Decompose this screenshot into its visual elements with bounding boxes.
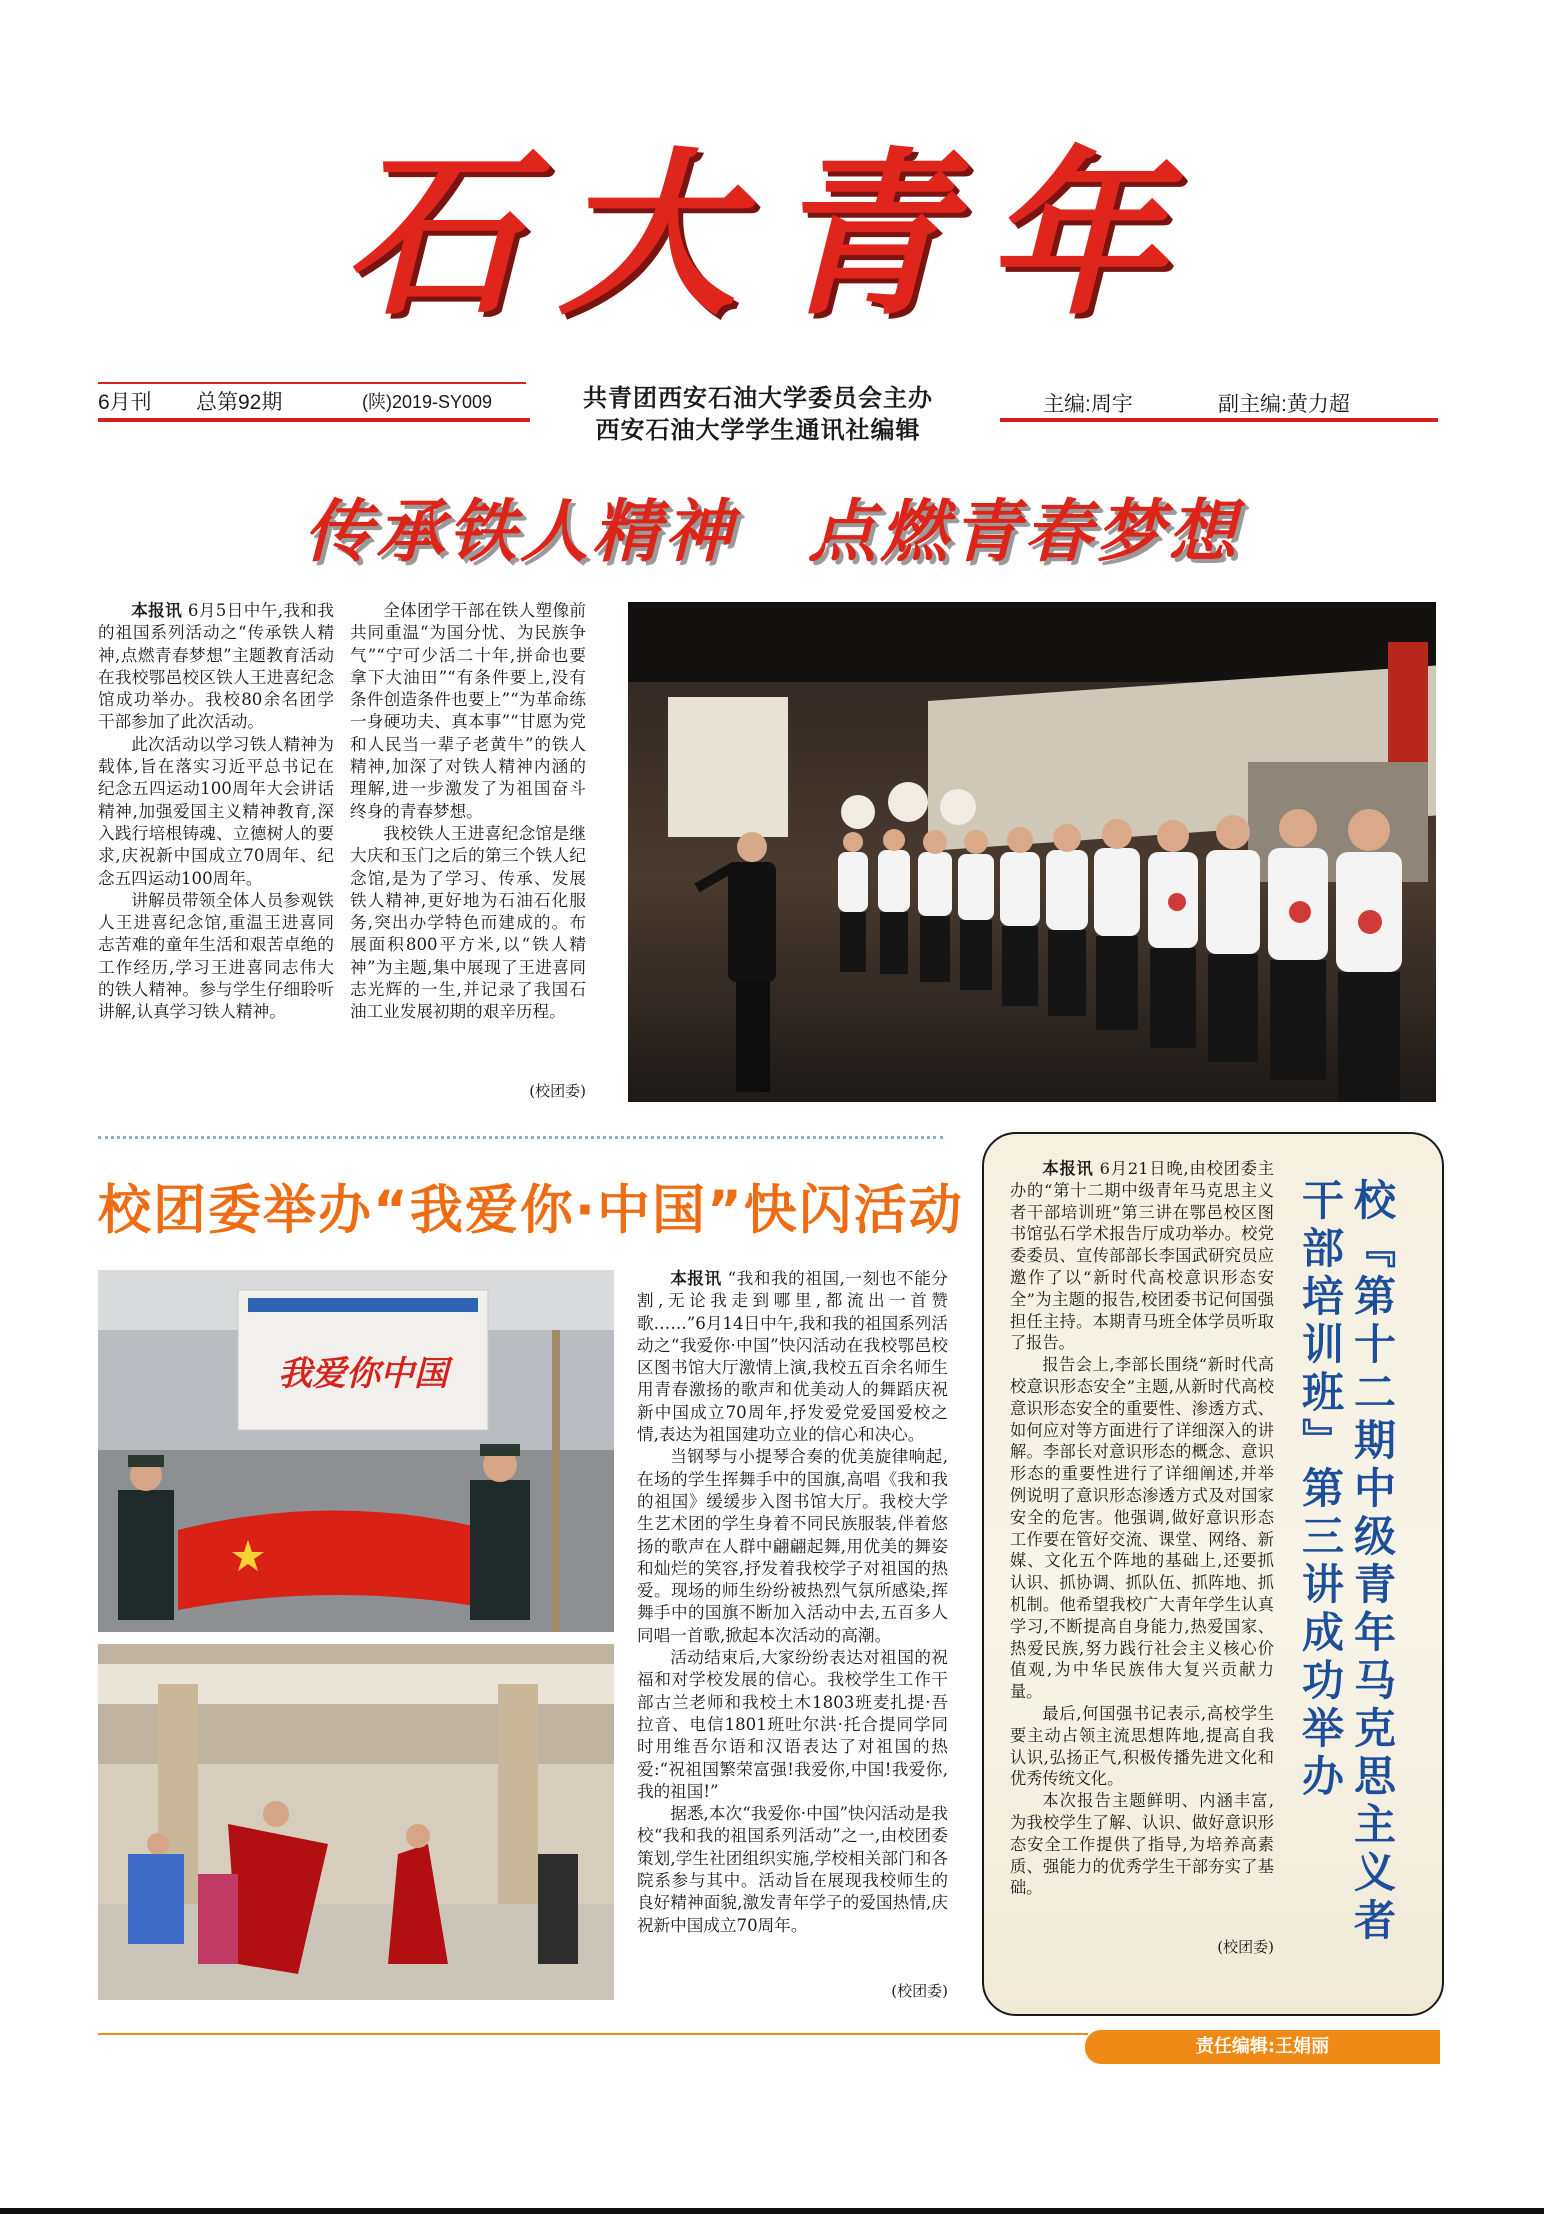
article2-p4: 据悉,本次“我爱你·中国”快闪活动是我校“我和我的祖国系列活动”之一,由校团委策划,学生社团组织实施,学校相关部门和各院系参与其中。活动旨在展现我校师生的良好精神面貌,激发青年学子的爱国热情,庆祝新中国成立70周年。 bbox=[637, 1804, 948, 1935]
article2-p1: “我和我的祖国,一刻也不能分割,无论我走到哪里,都流出一首赞歌……”6月14日中午,我和我的祖国系列活动之“我爱你·中国”快闪活动在我校鄂邑校区图书馆大厅激情上演,我校五百余名师生用青春激扬的歌声和优美动人的舞蹈庆祝新中国成立70周年,抒发爱党爱国爱校之情,表达为祖国建功立业的信心和决心。 bbox=[637, 1269, 948, 1445]
article3-p2: 报告会上,李部长围绕“新时代高校意识形态安全”主题,从新时代高校意识形态安全的重要性、渗透方式、如何应对等方面进行了详细深入的讲解。李部长对意识形态的概念、意识形态的重要性进行了详细阐述,并举例说明了意识形态渗透方式及对国家安全的危害。他强调,做好意识形态工作要在管好交流、课堂、网络、新媒、文化五个阵地的基础上,还要抓认识、抓协调、抓队伍、抓阵地、抓机制。他希望我校广大青年学生认真学习,不断提高自身能力,热爱国家、热爱民族,努力践行社会主义核心价值观,为中华民族伟大复兴贡献力量。 bbox=[1010, 1355, 1274, 1702]
issue-month: 6月刊 bbox=[98, 391, 152, 414]
article3-p4: 本次报告主题鲜明、内涵丰富,为我校学生了解、认识、做好意识形态安全工作提供了指导,为培养高素质、强能力的优秀学生干部夯实了基础。 bbox=[1010, 1791, 1274, 1898]
registration-number: (陕)2019-SY009 bbox=[362, 392, 493, 412]
article2-lead-tag: 本报讯 bbox=[670, 1269, 722, 1288]
bottom-edge-line bbox=[0, 2208, 1544, 2214]
article1-lead-tag: 本报讯 bbox=[131, 601, 183, 620]
article2-body bbox=[637, 1268, 948, 1937]
section-divider bbox=[98, 1136, 943, 1139]
issue-total: 总第92期 bbox=[196, 391, 283, 414]
article1-column-2 bbox=[350, 600, 586, 1024]
info-rule-left-top bbox=[98, 382, 526, 384]
sponsor-line-2: 西安石油大学学生通讯社编辑 bbox=[595, 415, 921, 444]
article1-credit: (校团委) bbox=[529, 1082, 586, 1100]
masthead-title: 石大青年 bbox=[344, 130, 1200, 339]
article1-col2-p1: 全体团学干部在铁人塑像前共同重温“为国分忧、为民族争气”“宁可少活二十年,拼命也要拿下大油田”“有条件要上,没有条件创造条件也要上”“为革命练一身硬功夫、真本事”“甘愿为党和人民当一辈子老黄牛”的铁人精神,加深了对铁人精神内涵的理解,进一步激发了为祖国奋斗终身的青春梦想。 bbox=[350, 601, 586, 821]
deputy-editor: 副主编:黄力超 bbox=[1218, 393, 1350, 416]
chief-editor: 主编:周宇 bbox=[1043, 393, 1133, 416]
article1-col1-p2: 此次活动以学习铁人精神为载体,旨在落实习近平总书记在纪念五四运动100周年大会讲话精神,加强爱国主义精神教育,深入践行培根铸魂、立德树人的要求,庆祝新中国成立70周年、纪念五四运动100周年。 bbox=[98, 734, 334, 888]
footer-editor-bar bbox=[1085, 2030, 1440, 2064]
banner-text: 我爱你中国 bbox=[278, 1354, 448, 1394]
article3-lead-tag: 本报讯 bbox=[1042, 1159, 1094, 1178]
sponsor-line-1: 共青团西安石油大学委员会主办 bbox=[583, 383, 933, 412]
article1-col2-p2: 我校铁人王进喜纪念馆是继大庆和玉门之后的第三个铁人纪念馆,是为了学习、传承、发展铁人精神,更好地为石油石化服务,突出办学特色而建成的。布展面积800平方米,以“铁人精神”为主题,集中展现了王进喜同志光辉的一生,并记录了我国石油工业发展初期的艰辛历程。 bbox=[350, 823, 586, 1022]
museum-visit-photo bbox=[628, 602, 1436, 1102]
info-rule-right bbox=[1000, 418, 1438, 422]
article2-credit: (校团委) bbox=[891, 1982, 948, 2000]
article3-headline-col1: 校『第十二期中级青年马克思主义者 bbox=[1348, 1178, 1397, 1946]
article2-p3: 活动结束后,大家纷纷表达对祖国的祝福和对学校发展的信心。我校学生工作干部古兰老师和我校土木1803班麦扎提·吾拉音、电信1801班吐尔洪·托合提同学同时用维吾尔语和汉语表达了对祖国的热爱:“祝祖国繁荣富强!我爱你,中国!我爱你,我的祖国!” bbox=[637, 1648, 948, 1801]
article3-headline-col2: 干部培训班』第三讲成功举办 bbox=[1296, 1178, 1345, 1802]
article3-p3: 最后,何国强书记表示,高校学生要主动占领主流思想阵地,提高自我认识,弘扬正气,积极传播先进文化和优秀传统文化。 bbox=[1010, 1703, 1274, 1789]
article1-column-1 bbox=[98, 600, 334, 1024]
article2-p2: 当钢琴与小提琴合奏的优美旋律响起,在场的学生挥舞手中的国旗,高唱《我和我的祖国》缓缓步入图书馆大厅。我校大学生艺术团的学生身着不同民族服装,伴着悠扬的歌声在人群中翩翩起舞,用优美的舞姿和灿烂的笑容,抒发着我校学子对祖国的热爱。现场的师生纷纷被热烈气氛所感染,挥舞手中的国旗不断加入活动中去,五百多人同唱一首歌,掀起本次活动的高潮。 bbox=[637, 1447, 948, 1645]
article1-col1-p3: 讲解员带领全体人员参观铁人王进喜纪念馆,重温王进喜同志苦难的童年生活和艰苦卓绝的工作经历,学习王进喜同志伟大的铁人精神。参与学生仔细聆听讲解,认真学习铁人精神。 bbox=[98, 890, 334, 1022]
footer-editor: 责任编辑:王娟丽 bbox=[1195, 2036, 1330, 2057]
article2-headline: 校团委举办“我爱你·中国”快闪活动 bbox=[98, 1180, 964, 1241]
article3-p1: 6月21日晚,由校团委主办的“第十二期中级青年马克思主义者干部培训班”第三讲在鄂邑校区图书馆弘石学术报告厅成功举办。校党委委员、宣传部部长李国武研究员应邀作了以“新时代高校意识形态安全”为主题的报告,校团委书记何国强担任主持。本期青马班全体学员听取了报告。 bbox=[1010, 1159, 1274, 1353]
footer-rule bbox=[98, 2033, 1088, 2035]
flag-ceremony-photo bbox=[98, 1270, 614, 1632]
article1-col1-p1: 6月5日中午,我和我的祖国系列活动之“传承铁人精神,点燃青春梦想”主题教育活动在我校鄂邑校区铁人王进喜纪念馆成功举办。我校80余名团学干部参加了此次活动。 bbox=[98, 601, 335, 732]
article3-body bbox=[1010, 1158, 1274, 1899]
info-rule-left bbox=[98, 418, 530, 422]
article1-headline: 传承铁人精神 点燃青春梦想 bbox=[303, 493, 1240, 572]
article3-credit: (校团委) bbox=[1217, 1938, 1274, 1956]
ethnic-dance-photo bbox=[98, 1644, 614, 2000]
